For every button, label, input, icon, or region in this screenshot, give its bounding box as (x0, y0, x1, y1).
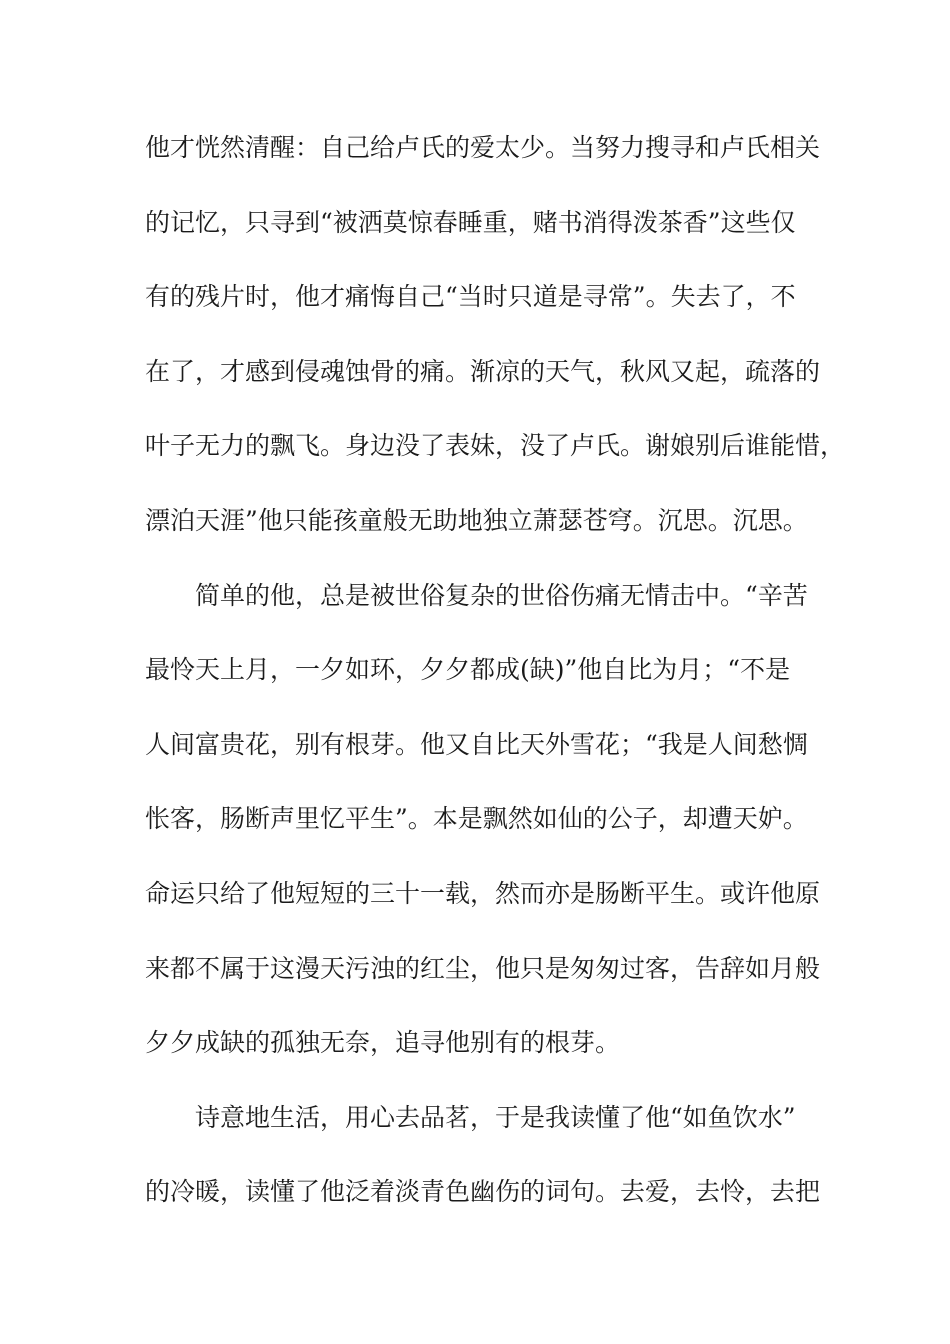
text-line: 来都不属于这漫天污浊的红尘，他只是匆匆过客，告辞如月般 (145, 953, 821, 983)
text-line: 最怜天上月，一夕如环，夕夕都成(缺)”他自比为月；“不是 (145, 655, 791, 685)
text-line: 夕夕成缺的孤独无奈，追寻他别有的根芽。 (145, 1028, 621, 1058)
paragraph-start-line: 诗意地生活，用心去品茗，于是我读懂了他“如鱼饮水” (195, 1102, 796, 1132)
text-line: 的记忆，只寻到“被洒莫惊春睡重，赌书消得泼茶香”这些仅 (145, 207, 796, 237)
text-line: 在了，才感到侵魂蚀骨的痛。渐凉的天气，秋风又起，疏落的 (145, 356, 821, 386)
text-line: 怅客，肠断声里忆平生”。本是飘然如仙的公子，却遭天妒。 (145, 804, 808, 834)
paragraph-start-line: 简单的他，总是被世俗复杂的世俗伤痛无情击中。“辛苦 (195, 580, 808, 610)
text-line: 叶子无力的飘飞。身边没了表妹，没了卢氏。谢娘别后谁能惜， (145, 431, 846, 461)
text-line: 漂泊天涯”他只能孩童般无助地独立萧瑟苍穹。沉思。沉思。 (145, 505, 808, 535)
text-line: 有的残片时，他才痛悔自己“当时只道是寻常”。失去了，不 (145, 282, 796, 312)
body-text (145, 129, 846, 1248)
text-line: 的冷暖，读懂了他泛着淡青色幽伤的词句。去爱，去怜，去把 (145, 1177, 821, 1207)
text-line: 他才恍然清醒：自己给卢氏的爱太少。当努力搜寻和卢氏相关 (145, 133, 821, 162)
text-line: 人间富贵花，别有根芽。他又自比天外雪花；“我是人间愁惆 (145, 729, 808, 759)
text-line: 命运只给了他短短的三十一载，然而亦是肠断平生。或许他原 (145, 878, 821, 908)
